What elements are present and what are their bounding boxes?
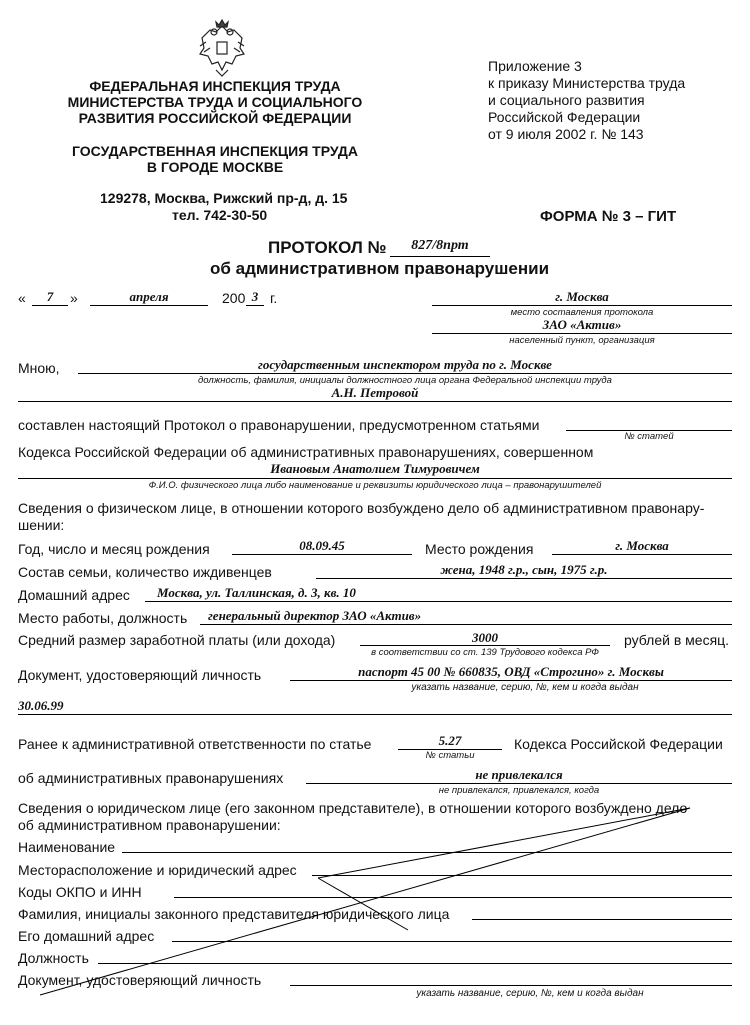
inspector-label: Мною, (18, 360, 60, 376)
work-label: Место работы, должность (18, 610, 188, 626)
date-year-unit: г. (270, 290, 278, 306)
protocol-number[interactable]: 827/8прт (411, 238, 469, 253)
person-intro-1: Сведения о физическом лице, в отношении которого возбуждено дело об административном правонару- (18, 500, 705, 516)
protocol-label: ПРОТОКОЛ № (268, 238, 387, 257)
offenses-label: об административных правонарушениях (18, 770, 284, 786)
legal-position-label: Должность (18, 950, 89, 966)
birthplace-label: Место рождения (425, 541, 534, 557)
inspector-caption: должность, фамилия, инициалы должностного лица органа Федеральной инспекции труда (198, 375, 612, 386)
document-label: Документ, удостоверяющий личность (18, 667, 262, 683)
family-label: Состав семьи, количество иждивенцев (18, 564, 272, 580)
appendix-line-4: Российской Федерации (488, 109, 641, 125)
legal-location-label: Месторасположение и юридический адрес (18, 862, 297, 878)
salary-label: Средний размер заработной платы (или дохода) (18, 632, 336, 648)
address-label: Домашний адрес (18, 587, 130, 603)
date-year-suffix[interactable]: 3 (251, 289, 259, 304)
date-month[interactable]: апреля (129, 289, 169, 304)
place-org[interactable]: ЗАО «Актив» (542, 317, 622, 332)
form-label: ФОРМА № 3 – ГИТ (540, 208, 677, 225)
date-day[interactable]: 7 (46, 289, 54, 304)
articles-caption: № статей (624, 431, 674, 442)
offender-caption: Ф.И.О. физического лица либо наименование и реквизиты юридического лица – правонарушителей (148, 480, 602, 491)
appendix-line-1: Приложение 3 (488, 58, 582, 74)
protocol-subtitle: об административном правонарушении (210, 259, 550, 278)
date-open-quote: « (18, 290, 26, 306)
offender-name[interactable]: Ивановым Анатолием Тимуровичем (270, 461, 480, 476)
salary-unit: рублей в месяц. (624, 632, 730, 648)
address-value[interactable]: Москва, ул. Таллинская, д. 3, кв. 10 (157, 585, 356, 600)
code-text: Кодекса Российской Федерации об административных правонарушениях, совершенном (18, 444, 594, 460)
date-year-prefix: 200 (222, 290, 246, 306)
appendix-line-2: к приказу Министерства труда (488, 75, 686, 91)
inspector-name[interactable]: А.Н. Петровой (331, 385, 419, 400)
document-date[interactable]: 30.06.99 (18, 698, 64, 713)
legal-intro-2: об административном правонарушении: (18, 817, 281, 833)
inspector-position[interactable]: государственным инспектором труда по г. Москве (258, 357, 552, 372)
previous-status[interactable]: не привлекался (475, 767, 563, 782)
previous-label: Ранее к административной ответственности по статье (18, 736, 372, 752)
legal-doc-caption: указать название, серию, №, кем и когда выдан (416, 988, 644, 999)
sub-org-line-2: В ГОРОДЕ МОСКВЕ (146, 159, 284, 175)
document-value[interactable]: паспорт 45 00 № 660835, ОВД «Строгино» г. Москвы (358, 664, 664, 679)
person-intro-2: шении: (18, 517, 65, 533)
birthplace-value[interactable]: г. Москва (615, 538, 669, 553)
sub-org-line-1: ГОСУДАРСТВЕННАЯ ИНСПЕКЦИЯ ТРУДА (72, 143, 358, 159)
org-line-2: МИНИСТЕРСТВА ТРУДА И СОЦИАЛЬНОГО (67, 94, 363, 110)
place-city-caption: место составления протокола (510, 307, 654, 318)
org-line-1: ФЕДЕРАЛЬНАЯ ИНСПЕКЦИЯ ТРУДА (89, 78, 341, 94)
legal-intro-1: Сведения о юридическом лице (его законном представителе), в отношении которого возбуждено дело (18, 800, 688, 816)
previous-article-caption: № статьи (425, 750, 475, 761)
legal-codes-label: Коды ОКПО и ИНН (18, 884, 142, 900)
place-org-caption: населенный пункт, организация (509, 335, 655, 346)
document-caption: указать название, серию, №, кем и когда выдан (411, 682, 639, 693)
previous-code-label: Кодекса Российской Федерации (514, 736, 723, 752)
org-phone: тел. 742-30-50 (172, 207, 268, 223)
legal-doc-label: Документ, удостоверяющий личность (18, 972, 262, 988)
composed-text: составлен настоящий Протокол о правонарушении, предусмотренном статьями (18, 417, 540, 433)
legal-name-label: Наименование (18, 839, 116, 855)
previous-status-caption: не привлекался, привлекался, когда (438, 785, 600, 796)
salary-caption: в соответствии со ст. 139 Трудового кодекса РФ (371, 647, 599, 658)
birth-value[interactable]: 08.09.45 (299, 538, 345, 553)
org-line-3: РАЗВИТИЯ РОССИЙСКОЙ ФЕДЕРАЦИИ (78, 110, 352, 126)
family-value[interactable]: жена, 1948 г.р., сын, 1975 г.р. (440, 562, 608, 577)
org-address: 129278, Москва, Рижский пр-д, д. 15 (100, 190, 348, 206)
salary-value[interactable]: 3000 (472, 630, 498, 645)
legal-rep-label: Фамилия, инициалы законного представителя юридического лица (18, 906, 450, 922)
appendix-line-5: от 9 июля 2002 г. № 143 (488, 126, 644, 142)
date-close-quote: » (70, 290, 78, 306)
previous-article[interactable]: 5.27 (438, 733, 462, 748)
work-value[interactable]: генеральный директор ЗАО «Актив» (208, 608, 422, 623)
appendix-line-3: и социального развития (488, 92, 645, 108)
place-city[interactable]: г. Москва (555, 289, 609, 304)
birth-label: Год, число и месяц рождения (18, 541, 210, 557)
legal-home-label: Его домашний адрес (18, 928, 155, 944)
